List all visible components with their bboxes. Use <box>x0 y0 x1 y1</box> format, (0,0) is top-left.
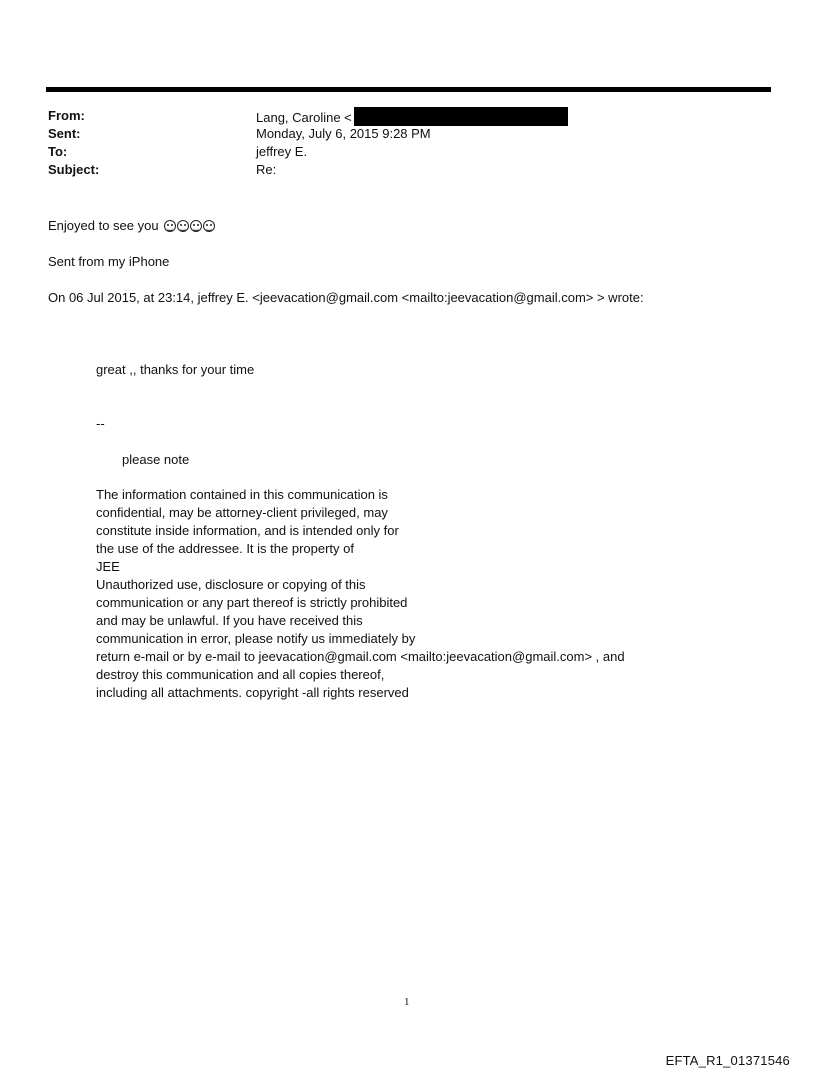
header-divider <box>46 87 771 92</box>
please-note: please note <box>122 452 190 467</box>
grinning-face-icon <box>203 220 215 232</box>
sent-label: Sent: <box>48 126 81 141</box>
from-name: Lang, Caroline < <box>256 110 352 125</box>
quoted-reply: great ,, thanks for your time <box>96 362 255 377</box>
quote-intro-line: On 06 Jul 2015, at 23:14, jeffrey E. <jeevacation@gmail.com <mailto:jeevacation@gmail.com> > wrote: <box>48 290 644 305</box>
disclaimer-line: constitute inside information, and is intended only for <box>96 523 399 538</box>
disclaimer-block <box>96 486 625 702</box>
signature-separator: -- <box>96 416 105 431</box>
page-number: 1 <box>404 996 410 1008</box>
document-id: EFTA_R1_01371546 <box>665 1053 790 1068</box>
redaction-bar <box>354 107 568 126</box>
disclaimer-line: Unauthorized use, disclosure or copying of this <box>96 577 366 592</box>
disclaimer-line: destroy this communication and all copies thereof, <box>96 667 385 682</box>
disclaimer-line: confidential, may be attorney-client privileged, may <box>96 505 388 520</box>
to-value: jeffrey E. <box>256 144 308 159</box>
disclaimer-line: The information contained in this communication is <box>96 487 388 502</box>
to-label: To: <box>48 144 68 159</box>
grinning-face-icon <box>177 220 189 232</box>
message-line <box>48 217 216 237</box>
disclaimer-line: communication or any part thereof is strictly prohibited <box>96 595 408 610</box>
disclaimer-line: the use of the addressee. It is the property of <box>96 541 354 556</box>
disclaimer-line: including all attachments. copyright -all rights reserved <box>96 685 409 700</box>
sent-from-line: Sent from my iPhone <box>48 254 170 269</box>
emoji-group <box>164 219 216 237</box>
from-label: From: <box>48 108 85 123</box>
subject-label: Subject: <box>48 162 100 177</box>
disclaimer-line: and may be unlawful. If you have received this <box>96 613 363 628</box>
grinning-face-icon <box>164 220 176 232</box>
subject-value: Re: <box>256 162 277 177</box>
message-text: Enjoyed to see you <box>48 218 159 233</box>
grinning-face-icon <box>190 220 202 232</box>
disclaimer-line: JEE <box>96 559 120 574</box>
sent-value: Monday, July 6, 2015 9:28 PM <box>256 126 431 141</box>
from-value <box>256 107 568 127</box>
disclaimer-line: communication in error, please notify us immediately by <box>96 631 416 646</box>
disclaimer-line: return e-mail or by e-mail to jeevacation@gmail.com <mailto:jeevacation@gmail.com> , and <box>96 649 625 664</box>
